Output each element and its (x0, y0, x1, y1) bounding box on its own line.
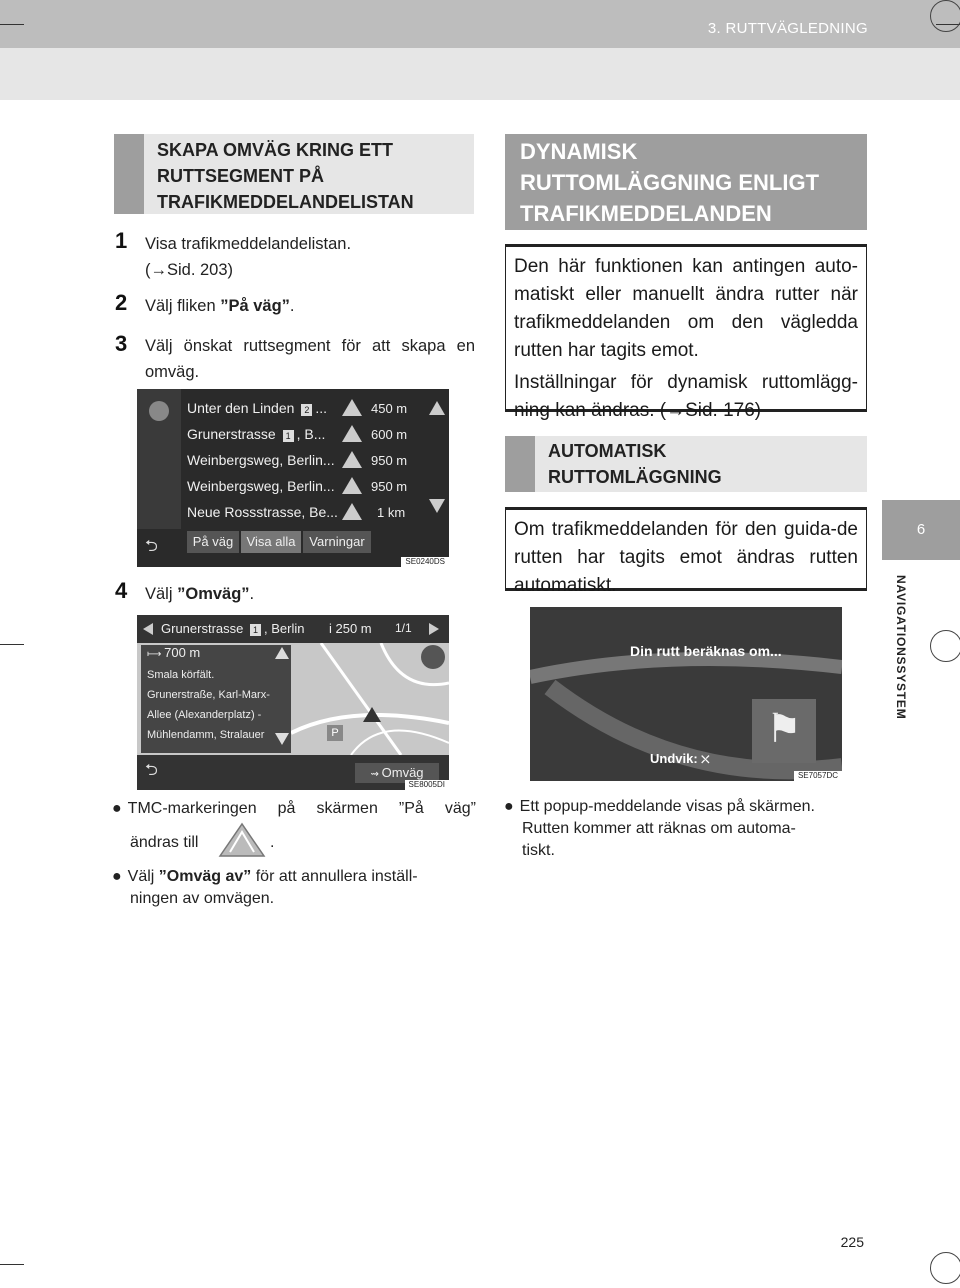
reroute-screen (530, 607, 842, 781)
avoid-label: Undvik: ⛌ (650, 751, 710, 766)
back-icon[interactable]: ⮌ (145, 538, 158, 555)
next-icon[interactable] (429, 623, 439, 635)
scroll-down-icon[interactable] (275, 733, 289, 745)
detour-marker-icon (216, 822, 268, 858)
tab-varningar[interactable]: Varningar (303, 531, 371, 553)
row-distance: 450 m (371, 401, 408, 416)
info-box: Om trafikmeddelanden för den guida-de rutten har tagits emot ändras rutten automatiskt. (505, 507, 867, 591)
info-box: Den här funktionen kan antingen auto-matiskt eller manuellt ändra rutter när trafikmeddelanden om den vägledda rutten har tagits emot. Inställningar för dynamisk ruttomlägg-ning kan ändras. (→Sid. 176) (505, 244, 867, 412)
chapter-title: 3. RUTTVÄGLEDNING (707, 20, 868, 37)
scroll-up-icon[interactable] (275, 647, 289, 659)
step-text: Välj fliken ”På väg”. (145, 297, 295, 315)
section-heading: AUTOMATISK RUTTOMLÄGGNING (548, 441, 722, 487)
bullet-item: ● TMC-markeringen på skärmen ”På väg” (112, 800, 476, 817)
section-heading-bar (114, 134, 144, 214)
crop-mark (0, 24, 24, 25)
crop-mark (0, 1264, 24, 1265)
traffic-row[interactable]: Weinbergsweg, Berlin... (187, 478, 335, 494)
warning-icon (342, 451, 362, 468)
section-heading: DYNAMISK RUTTOMLÄGGNING ENLIGT TRAFIKMEDDELANDEN (520, 139, 820, 226)
row-distance: 950 m (371, 453, 408, 468)
row-distance: 600 m (371, 427, 408, 442)
step-number: 4 (115, 578, 128, 603)
step-text: Välj önskat ruttsegment för att skapa en omväg. (145, 337, 475, 381)
tab-visa-alla[interactable]: Visa alla (241, 531, 301, 553)
bullet-continuation: ändras till (130, 834, 199, 851)
section-heading-bar (505, 436, 535, 492)
checkered-flag-icon: ⚑ (766, 707, 802, 751)
registration-mark (930, 0, 960, 32)
page-header-band (0, 48, 960, 100)
crop-mark (0, 644, 24, 645)
bullet-item: ● Ett popup-meddelande visas på skärmen. Rutten kommer att räknas om automa- tiskt. (504, 798, 815, 859)
warning-icon (342, 477, 362, 494)
step-text: Välj ”Omväg”. (145, 585, 255, 603)
distance-value: ⟼ 700 m (147, 645, 201, 660)
reroute-message: Din rutt beräknas om... (630, 643, 782, 659)
step-number: 2 (115, 290, 128, 315)
step-text: Visa trafikmeddelandelistan. (→Sid. 203) (145, 235, 352, 279)
side-section-label: NAVIGATIONSSYSTEM (894, 575, 908, 720)
traffic-row[interactable]: Unter den Linden 2 ... (187, 400, 327, 416)
step-number: 3 (115, 331, 128, 356)
step-number: 1 (115, 228, 128, 253)
map-icon (149, 401, 169, 421)
section-heading: SKAPA OMVÄG KRING ETT RUTTSEGMENT PÅ TRAFIKMEDDELANDELISTAN (157, 140, 414, 212)
page-number: 225 (840, 1234, 864, 1250)
registration-mark (930, 630, 960, 662)
image-code: SE8005DI (405, 780, 449, 790)
row-distance: 1 km (377, 505, 406, 520)
scroll-up-icon[interactable] (429, 401, 445, 415)
traffic-row[interactable]: Weinbergsweg, Berlin... (187, 452, 335, 468)
tab-pa-vag[interactable]: På väg (187, 531, 239, 553)
chapter-tab: 6 (882, 500, 960, 560)
parking-icon: P (327, 725, 343, 741)
traffic-row[interactable]: Neue Rossstrasse, Be... (187, 504, 338, 520)
street-name: Grunerstrasse 1 , Berlin (161, 621, 305, 636)
registration-mark (930, 1252, 960, 1284)
scroll-down-icon[interactable] (429, 499, 445, 513)
row-distance: 950 m (371, 479, 408, 494)
in-distance: i 250 m (329, 621, 372, 636)
warning-icon (342, 425, 362, 442)
traffic-list-screen (137, 389, 449, 567)
tab-bar (187, 531, 387, 553)
page-indicator: 1/1 (395, 621, 412, 635)
detour-map-screen (137, 615, 449, 790)
warning-icon (342, 503, 362, 520)
traffic-row[interactable]: Grunerstrasse 1 , B... (187, 426, 326, 442)
detour-button[interactable]: ⇝ Omväg (355, 763, 439, 783)
warning-icon (363, 707, 381, 722)
back-icon[interactable]: ⮌ (145, 762, 158, 779)
image-code: SE0240DS (401, 557, 449, 567)
warning-icon (342, 399, 362, 416)
image-code: SE7057DC (794, 771, 842, 781)
bullet-item: ● Välj ”Omväg av” för att annullera inställ- ningen av omvägen. (112, 868, 418, 907)
zoom-icon[interactable] (421, 645, 445, 669)
bullet-end: . (270, 834, 275, 851)
traffic-info: Smala körfält. Grunerstraße, Karl-Marx- Allee (Alexanderplatz) - Mühlendamm, Stralauer (147, 669, 270, 741)
prev-icon[interactable] (143, 623, 153, 635)
